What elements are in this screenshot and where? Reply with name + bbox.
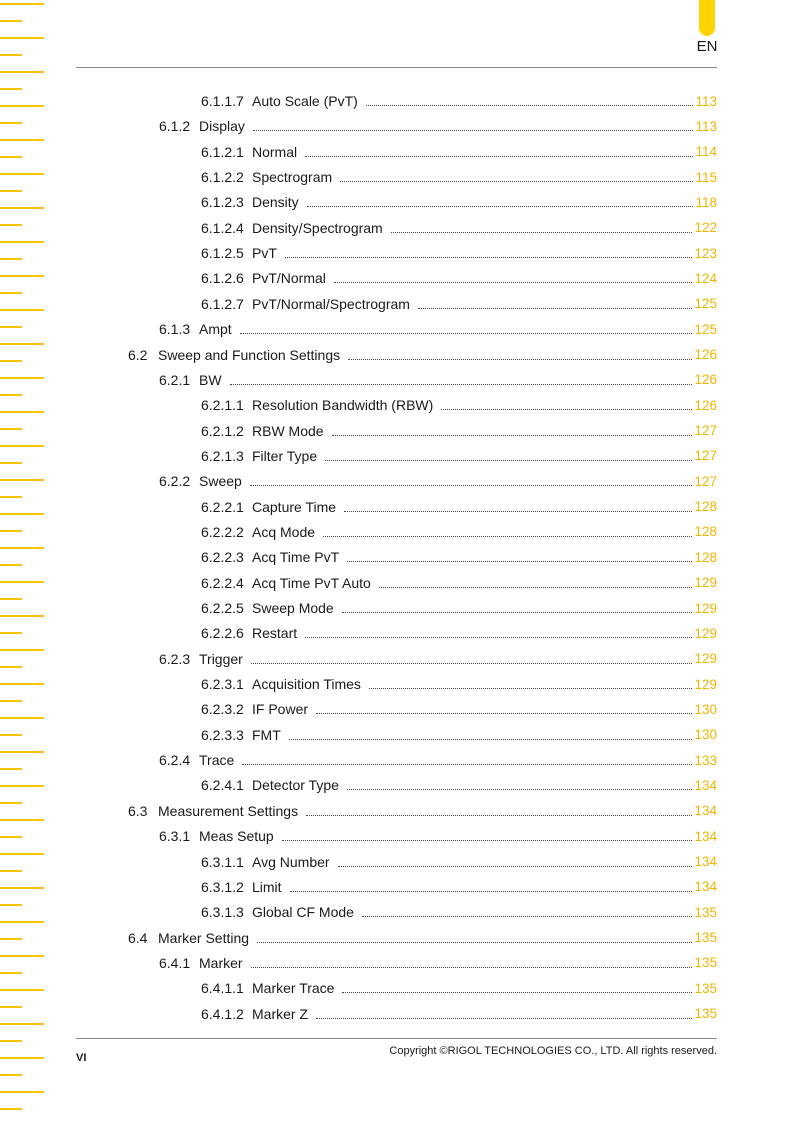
ruler-tick [0, 751, 44, 753]
toc-leader-dots [344, 510, 692, 512]
toc-entry-title: FMT [252, 726, 281, 743]
toc-entry-number: 6.2 [128, 346, 148, 363]
toc-entry-page: 113 [695, 118, 717, 134]
toc-entry[interactable] [159, 469, 717, 493]
toc-entry[interactable] [201, 621, 717, 645]
ruler-tick [0, 955, 44, 957]
toc-entry-title: PvT/Normal [252, 270, 326, 287]
ruler-tick [0, 615, 44, 617]
toc-entry-number: 6.2.1.2 [201, 422, 244, 439]
toc-entry-number: 6.2.2 [159, 473, 191, 490]
toc-leader-dots [347, 788, 693, 790]
toc-leader-dots [289, 738, 693, 740]
toc-entry-page: 126 [694, 347, 717, 362]
toc-entry-page: 135 [694, 930, 717, 946]
toc-leader-dots [418, 307, 693, 309]
ruler-tick [0, 445, 44, 447]
ruler-tick [0, 700, 22, 702]
ruler-tick [0, 309, 44, 311]
toc-entry[interactable] [201, 571, 717, 595]
ruler-tick [0, 717, 44, 719]
toc-entry-page: 123 [694, 245, 717, 261]
toc-entry-page: 134 [694, 777, 717, 793]
ruler-tick [0, 1091, 44, 1093]
toc-entry-page: 133 [694, 752, 717, 768]
toc-entry-number: 6.3.1.1 [201, 853, 244, 870]
toc-entry-title: Detector Type [252, 777, 339, 794]
toc-entry-page: 122 [694, 220, 717, 236]
toc-leader-dots [307, 205, 694, 207]
toc-entry[interactable] [128, 343, 717, 367]
toc-entry[interactable] [201, 444, 717, 468]
toc-leader-dots [316, 712, 692, 714]
ruler-tick [0, 479, 44, 481]
toc-entry-title: Sweep Mode [252, 600, 334, 616]
toc-leader-dots [325, 459, 692, 461]
toc-leader-dots [391, 231, 693, 233]
toc-entry-title: RBW Mode [252, 422, 324, 439]
toc-entry[interactable] [201, 850, 717, 874]
ruler-tick [0, 581, 44, 583]
toc-entry-title: Marker Z [252, 1005, 308, 1022]
ruler-tick [0, 275, 44, 277]
toc-entry-title: Marker Trace [252, 980, 335, 997]
toc-entry-title: Filter Type [252, 447, 318, 464]
ruler-tick [0, 54, 22, 56]
ruler-tick [0, 853, 44, 855]
toc-entry-number: 6.1.2.6 [201, 270, 244, 287]
toc-entry-title: Density/Spectrogram [252, 219, 383, 236]
ruler-tick [0, 921, 44, 923]
toc-entry-number: 6.2.1.1 [201, 397, 244, 414]
toc-entry-number: 6.1.2.4 [201, 219, 244, 236]
toc-entry-title: Measurement Settings [158, 802, 299, 819]
ruler-tick [0, 37, 44, 39]
toc-leader-dots [240, 332, 693, 334]
toc-entry[interactable] [201, 900, 717, 924]
toc-entry-title: Acq Time PvT Auto [252, 574, 371, 591]
toc-leader-dots [282, 839, 693, 841]
toc-entry[interactable] [201, 266, 717, 290]
toc-entry-number: 6.1.3 [159, 321, 191, 338]
toc-leader-dots [338, 865, 693, 867]
ruler-tick [0, 734, 22, 736]
toc-entry-page: 127 [694, 448, 717, 464]
toc-entry[interactable] [159, 951, 717, 975]
toc-entry-number: 6.2.3.1 [201, 676, 244, 693]
ruler-tick [0, 3, 44, 5]
toc-entry-number: 6.2.3 [159, 650, 191, 667]
toc-entry-page: 114 [695, 144, 717, 160]
toc-entry-title: IF Power [252, 701, 309, 718]
toc-entry[interactable] [201, 216, 717, 240]
ruler-tick [0, 938, 22, 940]
toc-entry-page: 134 [694, 828, 717, 844]
toc-entry[interactable] [201, 495, 717, 519]
toc-entry[interactable] [201, 292, 717, 316]
toc-entry-title: Meas Setup [199, 828, 274, 845]
toc-entry-number: 6.2.4 [159, 752, 191, 769]
toc-leader-dots [305, 155, 693, 157]
ruler-tick [0, 1023, 44, 1025]
ruler-tick [0, 71, 44, 73]
ruler-tick [0, 887, 44, 889]
toc-entry-number: 6.2.2.5 [201, 600, 244, 616]
toc-entry[interactable] [128, 926, 717, 950]
ruler-tick [0, 496, 22, 498]
toc-entry-number: 6.3.1.2 [201, 878, 244, 895]
ruler-tick [0, 20, 22, 22]
toc-entry-page: 128 [694, 499, 717, 515]
toc-entry-number: 6.4.1 [159, 954, 191, 971]
footer-divider [76, 1038, 717, 1039]
toc-entry-number: 6.2.2.6 [201, 625, 244, 642]
toc-entry-number: 6.1.2.3 [201, 194, 244, 211]
toc-entry-number: 6.1.2.7 [201, 295, 244, 312]
toc-entry-page: 128 [694, 549, 717, 565]
toc-entry[interactable] [201, 672, 717, 696]
ruler-tick [0, 428, 22, 430]
toc-leader-dots [316, 1017, 692, 1019]
toc-entry-page: 125 [694, 321, 717, 337]
toc-entry-page: 115 [695, 169, 717, 185]
toc-entry-page: 129 [694, 575, 717, 591]
toc-entry-number: 6.2.4.1 [201, 777, 244, 794]
toc-entry-title: Density [252, 194, 299, 211]
toc-entry-title: Restart [252, 625, 298, 642]
toc-entry-page: 113 [695, 93, 717, 109]
header-divider [76, 67, 717, 68]
ruler-tick [0, 1006, 22, 1008]
toc-entry-page: 125 [694, 296, 717, 312]
ruler-tick [0, 122, 22, 124]
toc-entry[interactable] [201, 596, 717, 620]
toc-entry[interactable] [201, 976, 717, 1000]
toc-entry-title: Acq Time PvT [252, 549, 340, 566]
toc-entry-page: 135 [694, 904, 717, 920]
toc-entry-page: 129 [694, 676, 717, 692]
ruler-tick [0, 683, 44, 685]
ruler-tick [0, 904, 22, 906]
toc-leader-dots [348, 358, 692, 360]
ruler-tick [0, 462, 22, 464]
toc-entry-page: 135 [694, 1006, 717, 1022]
ruler-tick [0, 326, 22, 328]
language-label: EN [696, 38, 718, 55]
toc-leader-dots [347, 560, 692, 562]
toc-entry[interactable] [128, 799, 717, 823]
toc-entry-number: 6.2.2.3 [201, 549, 244, 566]
toc-entry-title: Limit [252, 878, 282, 895]
ruler-tick [0, 377, 44, 379]
toc-entry-number: 6.2.2.2 [201, 523, 244, 540]
toc-entry-page: 134 [694, 879, 717, 895]
ruler-tick [0, 989, 44, 991]
ruler-tick [0, 564, 22, 566]
ruler-tick [0, 173, 44, 175]
toc-entry-title: Normal [252, 143, 298, 160]
toc-leader-dots [362, 915, 693, 917]
ruler-tick [0, 156, 22, 158]
toc-leader-dots [342, 991, 692, 993]
ruler-tick [0, 785, 44, 787]
side-ruler-decoration [0, 0, 46, 1122]
toc-leader-dots [342, 611, 693, 613]
toc-entry-page: 128 [694, 524, 717, 540]
toc-entry-page: 135 [694, 955, 717, 971]
toc-entry-title: BW [199, 371, 222, 388]
toc-leader-dots [305, 636, 692, 638]
toc-entry-title: Acq Mode [252, 523, 316, 540]
ruler-tick [0, 819, 44, 821]
toc-entry-page: 127 [694, 423, 717, 439]
toc-leader-dots [251, 966, 693, 968]
toc-entry-number: 6.4 [128, 929, 148, 946]
ruler-tick [0, 1074, 22, 1076]
ruler-tick [0, 598, 22, 600]
ruler-tick [0, 547, 44, 549]
toc-entry[interactable] [159, 824, 717, 848]
toc-entry-title: Trigger [199, 650, 243, 667]
toc-entry[interactable] [201, 1002, 717, 1026]
toc-entry[interactable] [201, 545, 717, 569]
toc-entry-page: 130 [694, 727, 717, 743]
toc-entry-number: 6.1.1.7 [201, 93, 244, 109]
ruler-tick [0, 870, 22, 872]
toc-entry-title: Ampt [199, 321, 232, 338]
toc-entry-number: 6.1.2 [159, 118, 191, 135]
toc-leader-dots [251, 662, 693, 664]
ruler-tick [0, 768, 22, 770]
toc-leader-dots [285, 256, 693, 258]
toc-leader-dots [366, 104, 694, 106]
ruler-tick [0, 1040, 22, 1042]
toc-entry[interactable] [201, 723, 717, 747]
toc-entry[interactable] [201, 773, 717, 797]
toc-entry-number: 6.2.3.3 [201, 726, 244, 743]
ruler-tick [0, 649, 44, 651]
toc-entry-number: 6.2.1.3 [201, 447, 244, 464]
toc-entry-number: 6.2.1 [159, 371, 191, 388]
toc-entry-page: 126 [694, 372, 717, 388]
toc-leader-dots [290, 890, 693, 892]
toc-entry-number: 6.4.1.1 [201, 980, 244, 997]
ruler-tick [0, 1057, 44, 1059]
toc-entry-page: 135 [694, 980, 717, 996]
toc-leader-dots [379, 586, 693, 588]
toc-entry[interactable] [201, 697, 717, 721]
toc-entry-number: 6.1.2.2 [201, 169, 244, 186]
toc-entry-number: 6.4.1.2 [201, 1005, 244, 1022]
copyright-notice: Copyright ©RIGOL TECHNOLOGIES CO., LTD. All rights reserved. [389, 1045, 717, 1057]
toc-entry-page: 134 [694, 803, 717, 819]
ruler-tick [0, 972, 22, 974]
toc-entry[interactable] [201, 419, 717, 443]
toc-entry-page: 129 [694, 600, 717, 616]
ruler-tick [0, 190, 22, 192]
toc-leader-dots [323, 535, 692, 537]
page-number: VI [76, 1052, 87, 1064]
toc-leader-dots [334, 281, 693, 283]
toc-entry-number: 6.2.2.4 [201, 574, 244, 591]
toc-entry-title: Resolution Bandwidth (RBW) [252, 397, 434, 414]
toc-entry[interactable] [201, 393, 717, 417]
toc-entry-title: PvT [252, 245, 277, 262]
toc-entry-title: Marker [199, 954, 243, 971]
toc-entry-title: Trace [199, 752, 235, 769]
ruler-tick [0, 360, 22, 362]
toc-entry[interactable] [201, 165, 717, 189]
toc-leader-dots [250, 484, 693, 486]
ruler-tick [0, 258, 22, 260]
toc-entry-title: Acquisition Times [252, 676, 361, 693]
ruler-tick [0, 105, 44, 107]
toc-entry-number: 6.2.3.2 [201, 701, 244, 718]
toc-entry-page: 124 [694, 270, 717, 286]
toc-entry-number: 6.3.1 [159, 828, 191, 845]
ruler-tick [0, 88, 22, 90]
toc-leader-dots [242, 763, 692, 765]
ruler-tick [0, 513, 44, 515]
ruler-tick [0, 241, 44, 243]
toc-entry-page: 129 [694, 625, 717, 641]
toc-entry[interactable] [201, 140, 717, 164]
toc-entry-title: Avg Number [252, 853, 330, 870]
toc-leader-dots [340, 180, 693, 182]
toc-entry-number: 6.1.2.5 [201, 245, 244, 262]
toc-entry-title: Capture Time [252, 498, 337, 515]
ruler-tick [0, 343, 44, 345]
ruler-tick [0, 207, 44, 209]
toc-entry[interactable] [201, 875, 717, 899]
toc-entry-title: Sweep [199, 473, 242, 490]
ruler-tick [0, 292, 22, 294]
ruler-tick [0, 530, 22, 532]
toc-entry-page: 130 [694, 701, 717, 717]
ruler-tick [0, 632, 22, 634]
language-tab [699, 0, 715, 36]
toc-entry-title: Spectrogram [252, 169, 333, 186]
toc-entry-page: 126 [694, 397, 717, 413]
toc-entry-page: 127 [694, 473, 717, 489]
toc-entry[interactable] [201, 190, 717, 214]
toc-entry[interactable] [159, 114, 717, 138]
toc-leader-dots [441, 408, 692, 410]
ruler-tick [0, 224, 22, 226]
toc-entry-number: 6.3 [128, 802, 148, 819]
toc-entry-title: PvT/Normal/Spectrogram [252, 295, 410, 312]
toc-entry-number: 6.3.1.3 [201, 904, 244, 921]
toc-leader-dots [257, 941, 692, 943]
toc-entry[interactable] [201, 241, 717, 265]
toc-entry-page: 118 [695, 194, 717, 210]
toc-entry[interactable] [159, 748, 717, 772]
ruler-tick [0, 1108, 22, 1110]
toc-entry-title: Global CF Mode [252, 904, 354, 921]
toc-leader-dots [306, 814, 692, 816]
toc-leader-dots [230, 383, 693, 385]
ruler-tick [0, 836, 22, 838]
ruler-tick [0, 411, 44, 413]
toc-entry[interactable] [159, 368, 717, 392]
toc-entry-title: Sweep and Function Settings [158, 346, 341, 363]
toc-entry-title: Auto Scale (PvT) [252, 93, 358, 109]
ruler-tick [0, 666, 22, 668]
toc-leader-dots [332, 434, 693, 436]
ruler-tick [0, 394, 22, 396]
toc-entry-title: Display [199, 118, 245, 135]
toc-entry-page: 134 [694, 854, 717, 869]
toc-entry[interactable] [201, 520, 717, 544]
toc-entry[interactable] [159, 317, 717, 341]
toc-entry-number: 6.2.2.1 [201, 498, 244, 515]
toc-leader-dots [253, 129, 694, 131]
toc-entry[interactable] [159, 647, 717, 671]
toc-entry-number: 6.1.2.1 [201, 143, 244, 160]
ruler-tick [0, 802, 22, 804]
toc-leader-dots [369, 687, 693, 689]
ruler-tick [0, 139, 44, 141]
toc-entry-page: 129 [694, 651, 717, 667]
toc-entry-title: Marker Setting [158, 929, 250, 946]
toc-entry[interactable] [201, 89, 717, 113]
